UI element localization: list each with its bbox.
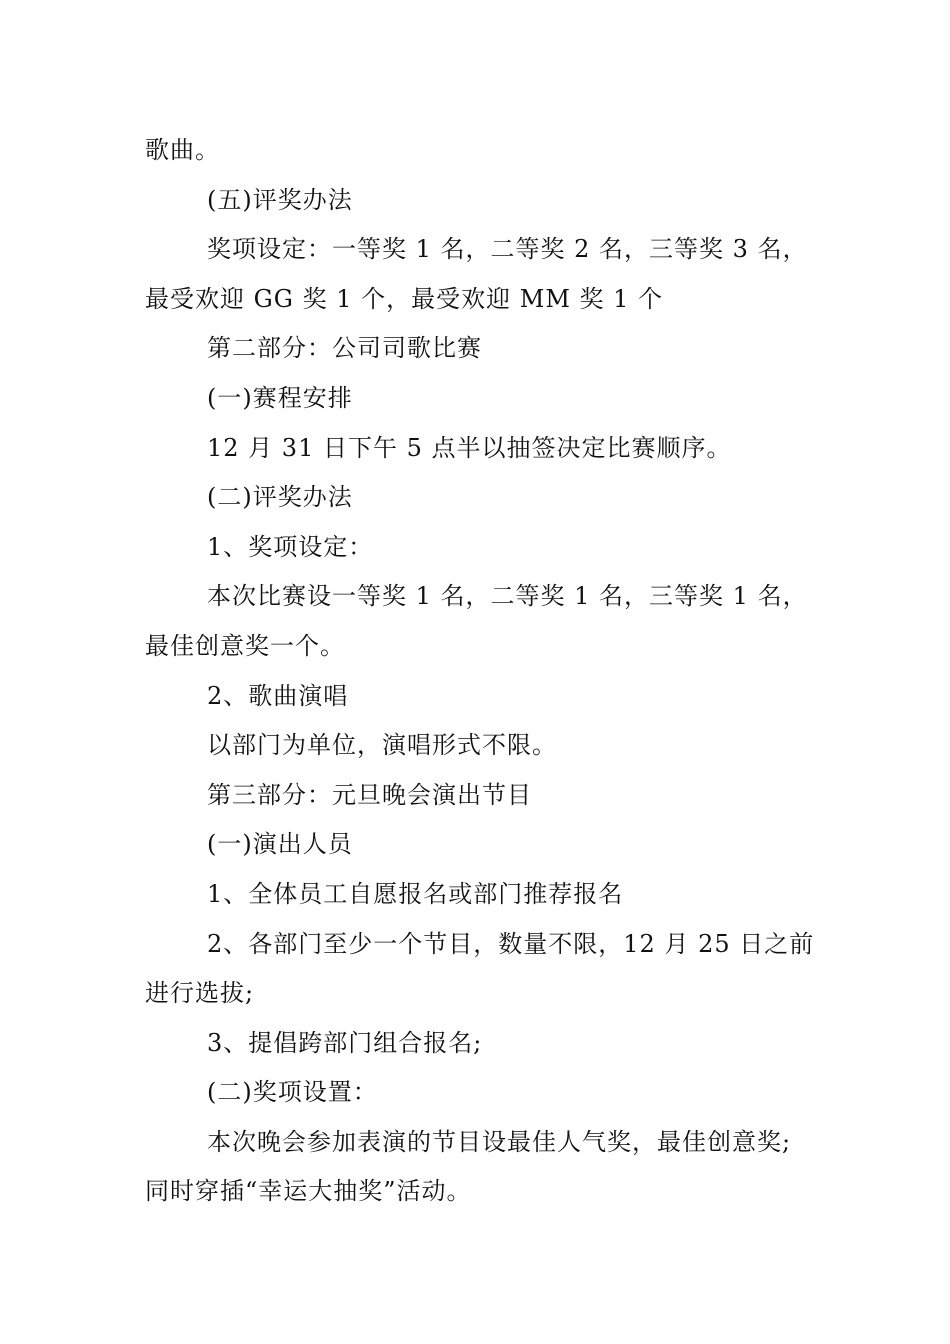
part-heading: 第二部分：公司司歌比赛 — [207, 334, 482, 363]
list-item: 3、提倡跨部门组合报名; — [207, 1028, 483, 1057]
document-body — [145, 126, 815, 1217]
section-heading: (一)赛程安排 — [207, 383, 353, 412]
paragraph: 最佳创意奖一个。 — [145, 631, 345, 660]
list-item: 2、各部门至少一个节目，数量不限，12 月 25 日之前 — [207, 929, 815, 958]
list-item: 1、奖项设定： — [207, 532, 374, 561]
paragraph: 本次晚会参加表演的节目设最佳人气奖，最佳创意奖; — [207, 1127, 792, 1156]
paragraph: 本次比赛设一等奖 1 名，二等奖 1 名，三等奖 1 名， — [207, 582, 808, 611]
paragraph: 歌曲。 — [145, 136, 220, 164]
section-heading: (二)奖项设置： — [207, 1078, 378, 1107]
paragraph: 最受欢迎 GG 奖 1 个，最受欢迎 MM 奖 1 个 — [145, 284, 664, 313]
paragraph: 12 月 31 日下午 5 点半以抽签决定比赛顺序。 — [207, 433, 732, 462]
list-item: 2、歌曲演唱 — [207, 681, 349, 710]
section-heading: (五)评奖办法 — [207, 185, 353, 214]
paragraph: 奖项设定：一等奖 1 名，二等奖 2 名，三等奖 3 名， — [207, 235, 808, 264]
paragraph: 以部门为单位，演唱形式不限。 — [207, 731, 557, 760]
part-heading: 第三部分：元旦晚会演出节目 — [207, 780, 532, 809]
paragraph: 同时穿插“幸运大抽奖”活动。 — [145, 1177, 472, 1206]
paragraph: 进行选拔; — [145, 979, 255, 1008]
section-heading: (一)演出人员 — [207, 830, 353, 859]
section-heading: (二)评奖办法 — [207, 483, 353, 512]
list-item: 1、全体员工自愿报名或部门推荐报名 — [207, 879, 624, 908]
